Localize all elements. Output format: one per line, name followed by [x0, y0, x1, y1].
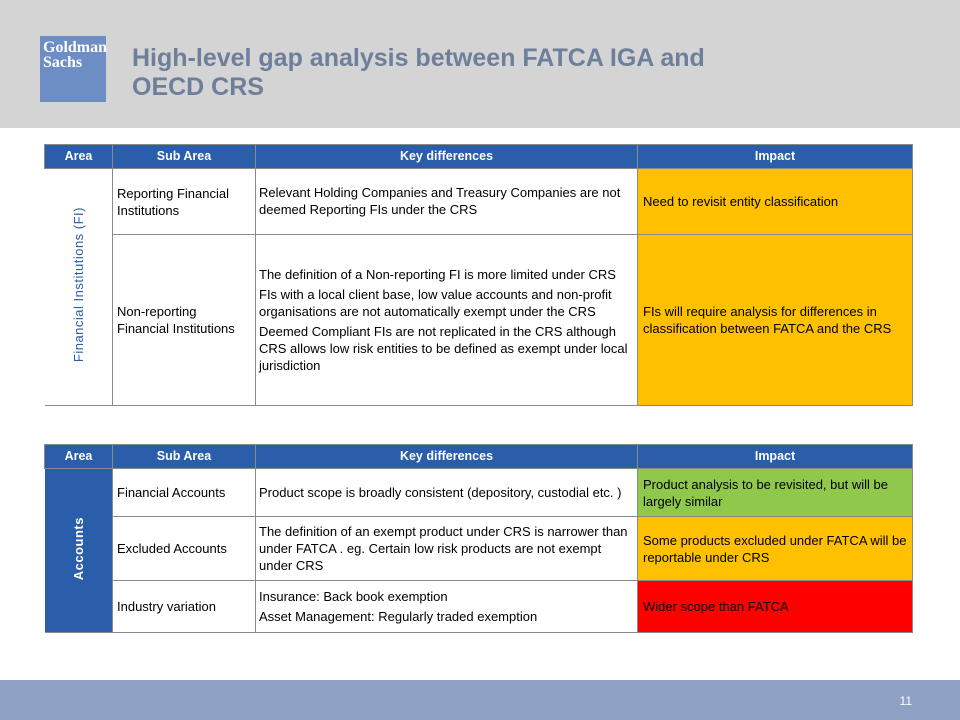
title-line2: OECD CRS [132, 73, 264, 101]
slide-footer [0, 680, 960, 720]
key-difference-text: Asset Management: Regularly traded exemption [259, 608, 538, 624]
accounts-table [44, 444, 913, 633]
sub-area-cell: Non-reporting Financial Institutions [113, 235, 256, 406]
table-row [45, 469, 913, 517]
key-differences-cell [256, 581, 638, 633]
slide-header [0, 0, 960, 128]
impact-cell: Wider scope than FATCA [638, 581, 913, 633]
area-label-accounts: Accounts [70, 516, 86, 581]
impact-cell: FIs will require analysis for differences in classification between FATCA and the CRS [638, 235, 913, 406]
table-row [45, 517, 913, 581]
key-difference-text: The definition of a Non-reporting FI is more limited under CRS [259, 266, 616, 282]
key-differences-cell [256, 235, 638, 406]
key-differences-cell [256, 169, 638, 235]
key-difference-text: Relevant Holding Companies and Treasury Companies are not deemed Reporting FIs under the CRS [259, 185, 621, 217]
impact-cell: Need to revisit entity classification [638, 169, 913, 235]
table-row [45, 235, 913, 406]
area-cell-accounts [45, 469, 113, 633]
header-key-differences: Key differences [256, 445, 638, 469]
table-row [45, 581, 913, 633]
page-number: 11 [899, 694, 912, 708]
goldman-sachs-logo [40, 36, 106, 102]
header-impact: Impact [638, 445, 913, 469]
table-row [45, 169, 913, 235]
logo-text-line2: Sachs [43, 54, 83, 71]
sub-area-cell: Reporting Financial Institutions [113, 169, 256, 235]
logo-text-line1: Goldman [43, 39, 108, 56]
area-label-fi: Financial Institutions (FI) [70, 207, 86, 363]
key-difference-text: The definition of an exempt product under CRS is narrower than under FATCA . eg. Certain low risk products are not exempt under CRS [259, 523, 628, 573]
header-sub-area: Sub Area [113, 445, 256, 469]
header-impact: Impact [638, 145, 913, 169]
impact-cell: Product analysis to be revisited, but will be largely similar [638, 469, 913, 517]
header-area: Area [45, 445, 113, 469]
fi-table [44, 144, 913, 406]
impact-cell: Some products excluded under FATCA will be reportable under CRS [638, 517, 913, 581]
key-differences-cell [256, 517, 638, 581]
table-header-row [45, 145, 913, 169]
sub-area-cell: Industry variation [113, 581, 256, 633]
header-sub-area: Sub Area [113, 145, 256, 169]
sub-area-cell: Excluded Accounts [113, 517, 256, 581]
slide-title [132, 44, 892, 102]
key-differences-cell [256, 469, 638, 517]
key-difference-text: Product scope is broadly consistent (depository, custodial etc. ) [259, 484, 622, 500]
area-cell-fi [45, 169, 113, 406]
key-difference-text: Insurance: Back book exemption [259, 588, 448, 604]
table-header-row [45, 445, 913, 469]
sub-area-cell: Financial Accounts [113, 469, 256, 517]
key-difference-text: Deemed Compliant FIs are not replicated in the CRS although CRS allows low risk entities to be defined as exempt under local jurisdiction [259, 323, 628, 373]
title-line1: High-level gap analysis between FATCA IGA and [132, 44, 705, 72]
header-key-differences: Key differences [256, 145, 638, 169]
key-difference-text: FIs with a local client base, low value accounts and non-profit organisations are not automatically exempt under the CRS [259, 286, 612, 319]
header-area: Area [45, 145, 113, 169]
